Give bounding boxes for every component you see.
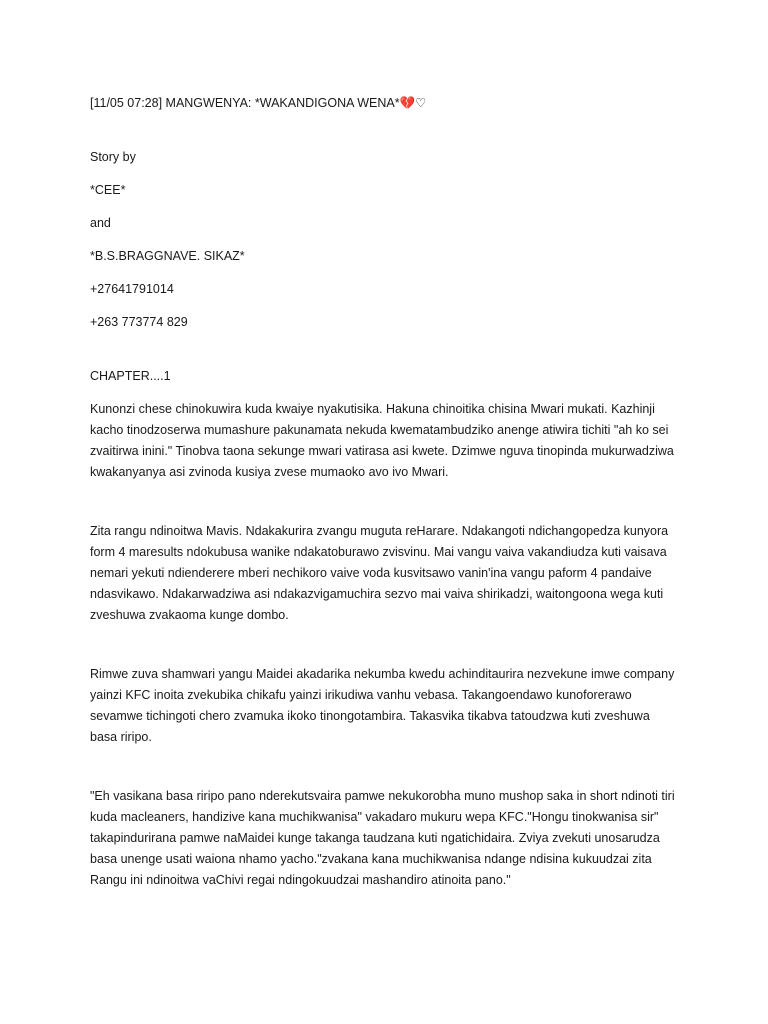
story-by-label: Story by bbox=[90, 150, 136, 164]
message-header: [11/05 07:28] MANGWENYA: *WAKANDIGONA WENA*💔♡ bbox=[90, 96, 427, 110]
author-cee: *CEE* bbox=[90, 183, 126, 197]
spacer bbox=[90, 626, 680, 664]
spacer bbox=[90, 300, 680, 312]
and-label: and bbox=[90, 216, 111, 230]
story-paragraph: "Eh vasikana basa riripo pano nderekutsvaira pamwe nekukorobha muno mushop saka in short ndinoti tiri kuda macleaners, handizive kana muchikwanisa" vakadaro mukuru wepa KFC."Hongu tinokwanisa sir" takapindurirana pamwe naMaidei kunge takanga taudzana kuti ngatichidaira. Zviya zvekuti unosarudza basa unenge usati waiona nhamo yacho."zvakana kana muchikwanisa ndange ndisina kukuudzai zita Rangu ini ndinoitwa vaChivi regai ndingokuudzai mashandiro atinoita pano." bbox=[90, 789, 675, 887]
phone-number-zw: +263 773774 829 bbox=[90, 315, 188, 329]
spacer bbox=[90, 748, 680, 786]
spacer bbox=[90, 267, 680, 279]
spacer bbox=[90, 234, 680, 246]
spacer bbox=[90, 201, 680, 213]
phone-number-sa: +27641791014 bbox=[90, 282, 174, 296]
spacer bbox=[90, 168, 680, 180]
story-paragraph: Zita rangu ndinoitwa Mavis. Ndakakurira zvangu muguta reHarare. Ndakangoti ndichangopedza kunyora form 4 maresults ndokubusa wanike ndakatoburawo zvisvinu. Mai vangu vaiva vakandiudza kuti vaisava nemari yekuti ndienderere mberi nechikoro vaive voda kusvitsawo vanin'ina vangu paform 4 pandaive ndasvikawo. Ndakarwadziwa asi ndakazvigamuchira sezvo mai vaiva shirikadzi, waitongoona wega kuti zveshuwa zvakaoma kunge dombo. bbox=[90, 524, 669, 622]
spacer bbox=[90, 333, 680, 366]
story-paragraph: Rimwe zuva shamwari yangu Maidei akadarika nekumba kwedu achinditaurira nezvekune imwe company yainzi KFC inoita zvekubika chikafu yainzi irikudiwa vanhu vebasa. Takangoendawo kunoforerawo sevamwe tichingoti chero zvamuka ikoko tinongotambira. Takasvika tikabva tatoudzwa kuti zveshuwa basa riripo. bbox=[90, 667, 675, 744]
story-paragraph: Kunonzi chese chinokuwira kuda kwaiye nyakutisika. Hakuna chinoitika chisina Mwari mukati. Kazhinji kacho tinodzoserwa mumashure pakunamata nekuda kwematambudziko anenge atiwira tichiti "ah ko sei zvaitirwa inini." Tinobva taona sekunge mwari vatirasa asi kwete. Dzimwe nguva tinopinda mukurwadziwa kwakanyanya asi zvinoda kusiya zvese mumaoko avo ivo Mwari. bbox=[90, 402, 674, 479]
chapter-title: CHAPTER....1 bbox=[90, 369, 171, 383]
spacer bbox=[90, 483, 680, 521]
document-page bbox=[90, 93, 680, 891]
author-braggnave: *B.S.BRAGGNAVE. SIKAZ* bbox=[90, 249, 245, 263]
spacer bbox=[90, 387, 680, 399]
spacer bbox=[90, 114, 680, 147]
